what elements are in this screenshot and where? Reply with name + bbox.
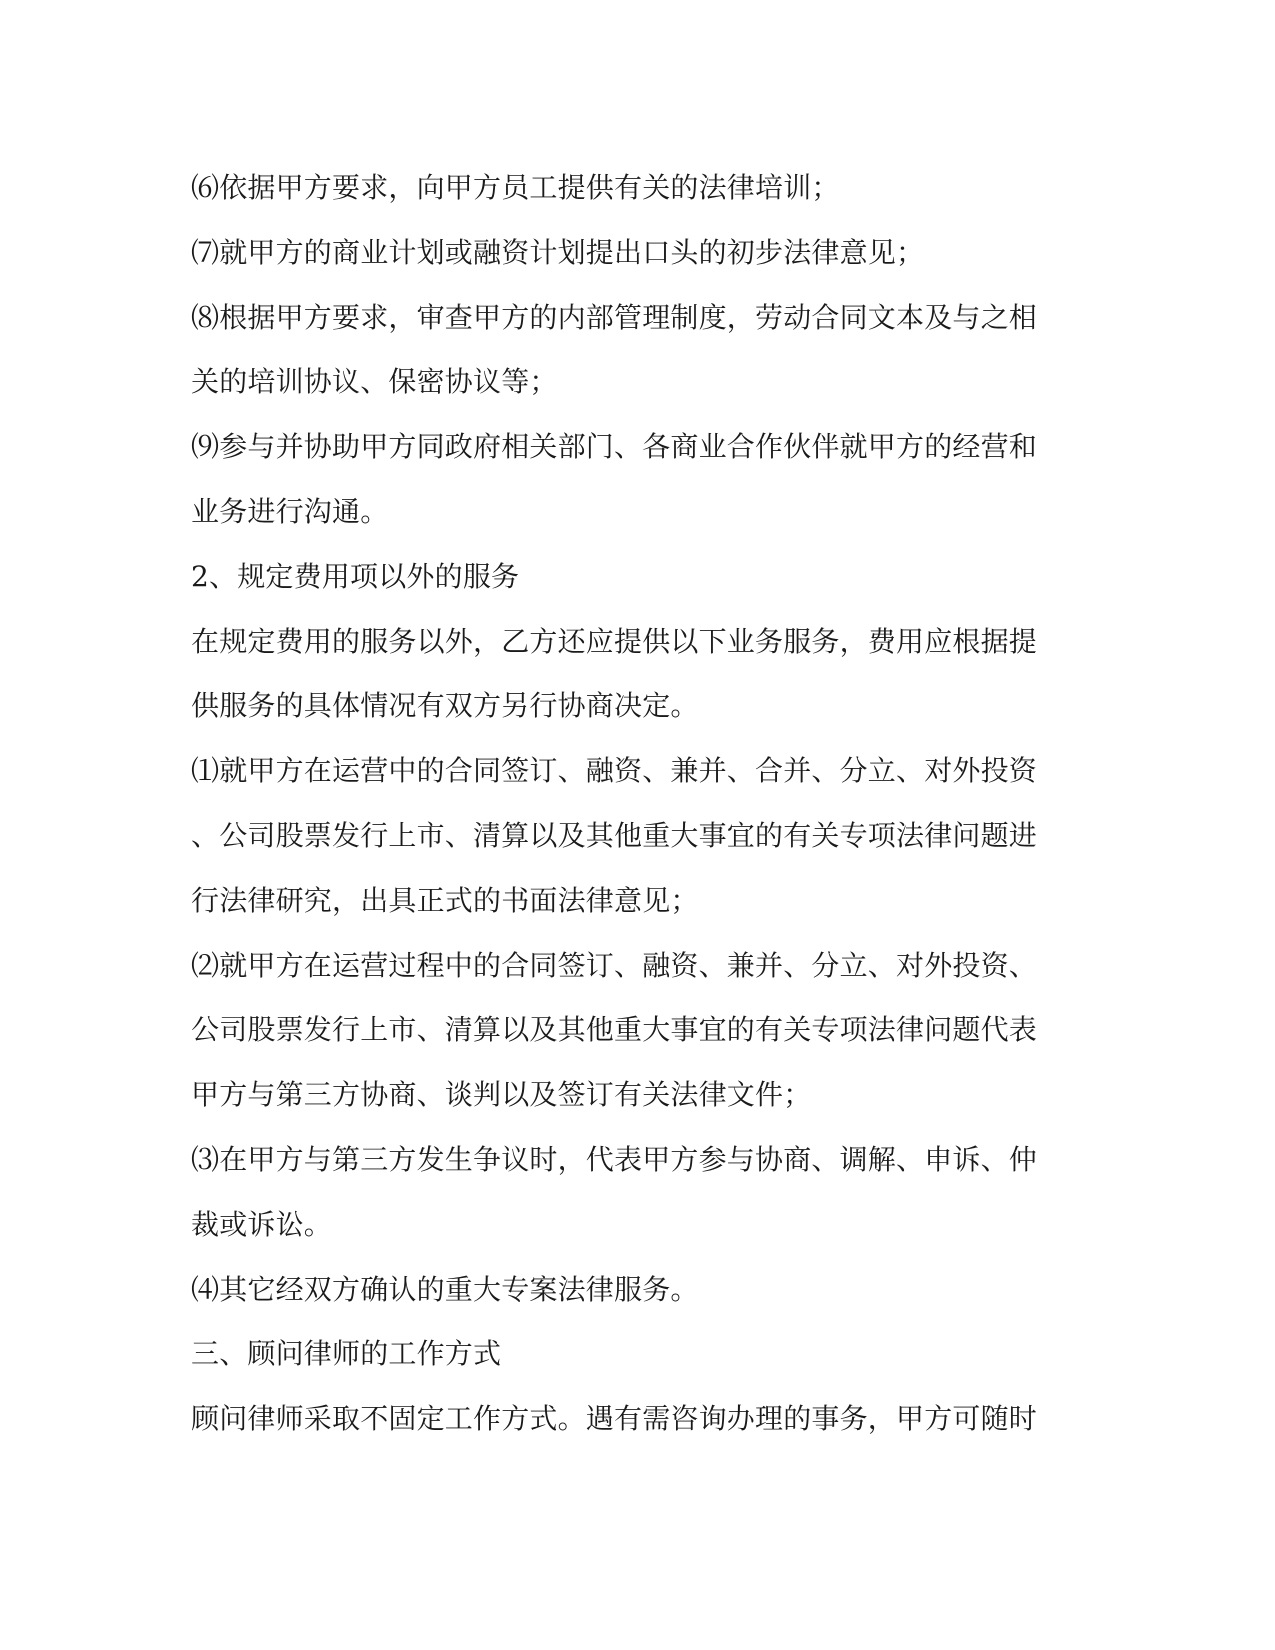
text-line: ⑴就甲方在运营中的合同签订、融资、兼并、合并、分立、对外投资 (191, 754, 1038, 788)
text-line: 行法律研究，出具正式的书面法律意见； (191, 883, 699, 917)
text-line: 裁或诉讼。 (191, 1207, 333, 1241)
text-line: ⑼参与并协助甲方同政府相关部门、各商业合作伙伴就甲方的经营和 (191, 430, 1038, 464)
text-line: ⑶在甲方与第三方发生争议时，代表甲方参与协商、调解、申诉、仲 (191, 1142, 1038, 1176)
text-line: ⑷其它经双方确认的重大专案法律服务。 (191, 1272, 699, 1306)
text-line: 关的培训协议、保密协议等； (191, 365, 558, 399)
text-line: 业务进行沟通。 (191, 494, 389, 528)
text-line: ⑺就甲方的商业计划或融资计划提出口头的初步法律意见； (191, 235, 925, 269)
text-line: 公司股票发行上市、清算以及其他重大事宜的有关专项法律问题代表 (191, 1013, 1038, 1047)
section-heading: 2、规定费用项以外的服务 (191, 559, 520, 593)
text-line: ⑻根据甲方要求，审查甲方的内部管理制度，劳动合同文本及与之相 (191, 300, 1038, 334)
text-line: 顾问律师采取不固定工作方式。遇有需咨询办理的事务，甲方可随时 (191, 1402, 1038, 1436)
text-line: ⑹依据甲方要求，向甲方员工提供有关的法律培训； (191, 171, 840, 204)
text-line: 甲方与第三方协商、谈判以及签订有关法律文件； (191, 1078, 812, 1112)
section-heading: 三、顾问律师的工作方式 (191, 1337, 502, 1371)
document-body (191, 156, 1071, 1452)
text-line: ⑵就甲方在运营过程中的合同签订、融资、兼并、分立、对外投资、 (191, 948, 1038, 982)
text-line: 在规定费用的服务以外，乙方还应提供以下业务服务，费用应根据提 (191, 624, 1038, 658)
text-line: 供服务的具体情况有双方另行协商决定。 (191, 689, 699, 723)
text-line: 、公司股票发行上市、清算以及其他重大事宜的有关专项法律问题进 (191, 818, 1038, 852)
